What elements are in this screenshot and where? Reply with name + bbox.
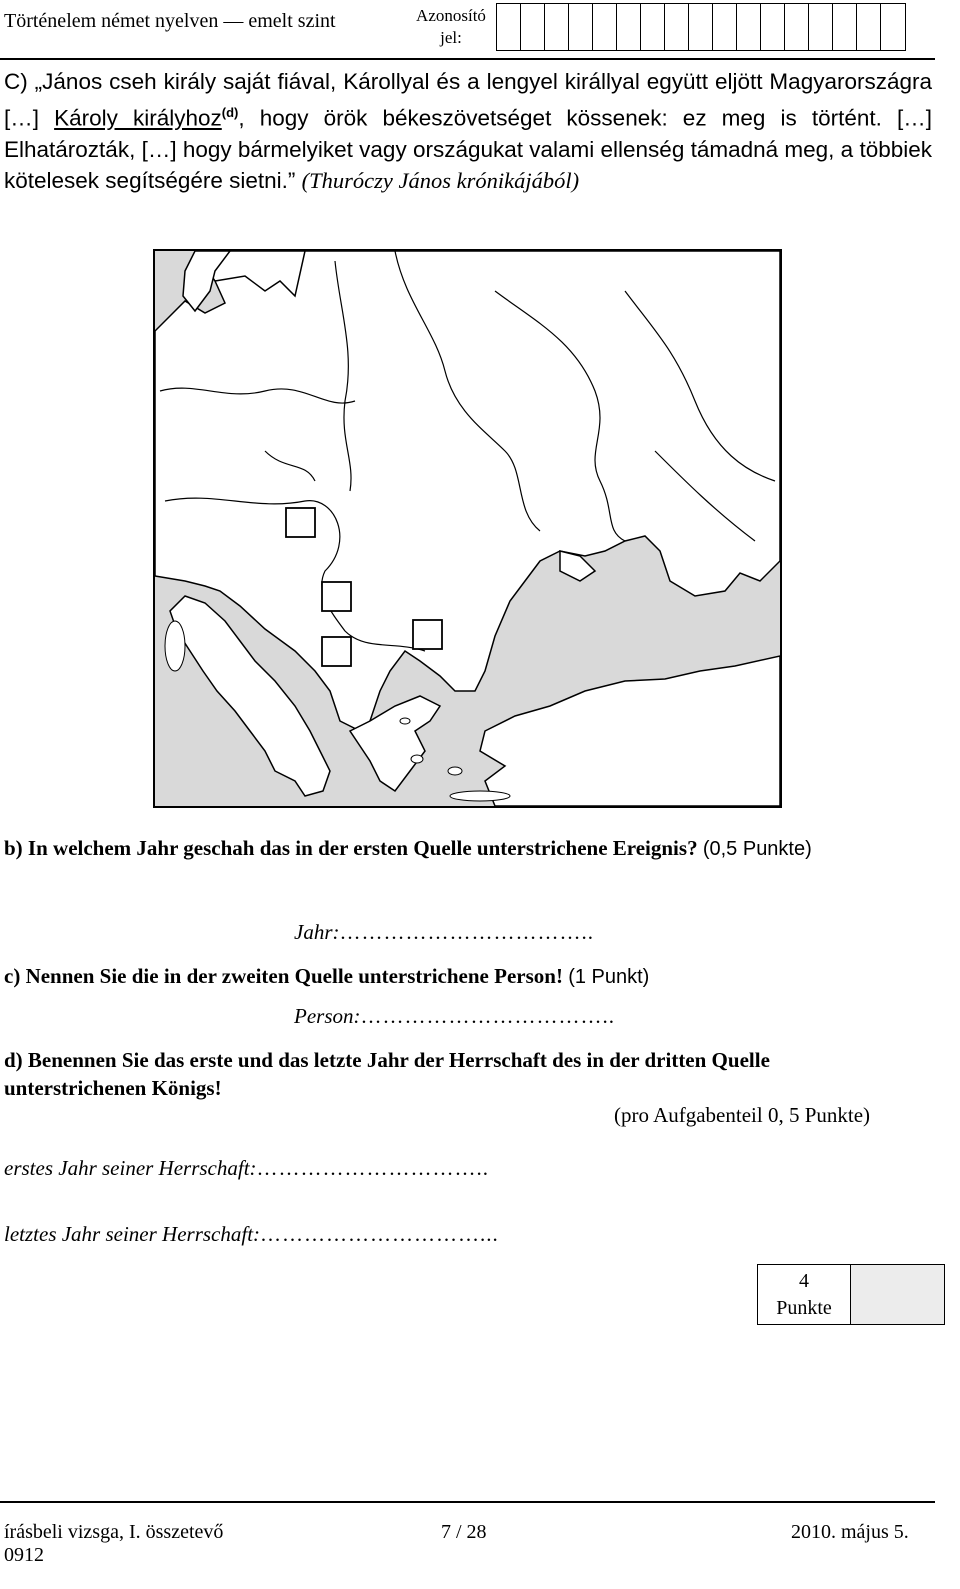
id-cell[interactable] bbox=[737, 4, 761, 50]
id-cell[interactable] bbox=[497, 4, 521, 50]
question-d: d) Benennen Sie das erste und das letzte Jahr der Herrschaft des in der dritten Quelle unterstrichenen Königs! bbox=[4, 1048, 770, 1100]
id-cell[interactable] bbox=[689, 4, 713, 50]
id-cell[interactable] bbox=[545, 4, 569, 50]
map-marker-box[interactable] bbox=[286, 508, 315, 537]
score-box bbox=[757, 1264, 945, 1325]
historical-map-icon bbox=[155, 251, 780, 806]
score-label: 4 Punkte bbox=[758, 1265, 851, 1324]
id-label: Azonosító jel: bbox=[416, 6, 486, 47]
score-entry-field[interactable] bbox=[851, 1265, 944, 1324]
id-cell[interactable] bbox=[857, 4, 881, 50]
id-cell[interactable] bbox=[521, 4, 545, 50]
map-marker-box[interactable] bbox=[322, 582, 351, 611]
header-title: Történelem német nyelven — emelt szint bbox=[4, 10, 336, 32]
historical-map bbox=[153, 249, 782, 808]
id-cell[interactable] bbox=[641, 4, 665, 50]
page-number: 7 / 28 bbox=[441, 1521, 487, 1543]
id-cell[interactable] bbox=[665, 4, 689, 50]
id-cell[interactable] bbox=[785, 4, 809, 50]
id-cell[interactable] bbox=[809, 4, 833, 50]
map-marker-box[interactable] bbox=[322, 637, 351, 666]
id-cell[interactable] bbox=[881, 4, 905, 50]
answer-d-last[interactable]: letztes Jahr seiner Herrschaft:…………………………... bbox=[4, 1222, 499, 1246]
id-cell[interactable] bbox=[593, 4, 617, 50]
question-d-points: (pro Aufgabenteil 0, 5 Punkte) bbox=[614, 1103, 871, 1127]
id-cell[interactable] bbox=[569, 4, 593, 50]
id-cell[interactable] bbox=[761, 4, 785, 50]
id-input-grid[interactable] bbox=[496, 3, 906, 51]
source-c-text: C) „János cseh király saját fiával, Károllyal és a lengyel királlyal együtt eljött Magyarországra […] Károly királyhoz$^{(d)}$, hogy örök békeszövetséget kössenek: ez meg is történt. […] Elhatározták, […] hogy bármelyiket vagy országukat valami ellenség támadná meg, a többiek kötelesek segítségére sietni.” (Thuróczy János krónikájából) bbox=[4, 69, 933, 193]
answer-b[interactable]: Jahr:…………………………….. bbox=[294, 920, 594, 944]
question-c: c) Nennen Sie die in der zweiten Quelle unterstrichene Person! (1 Punkt) bbox=[4, 964, 650, 988]
footer-date: 2010. május 5. bbox=[791, 1521, 909, 1543]
header-divider bbox=[0, 58, 935, 60]
id-cell[interactable] bbox=[713, 4, 737, 50]
map-marker-box[interactable] bbox=[413, 620, 442, 649]
answer-c[interactable]: Person:…………………………….. bbox=[294, 1004, 615, 1028]
underlined-person: Károly királyhoz bbox=[54, 105, 222, 131]
id-cell[interactable] bbox=[617, 4, 641, 50]
source-citation: (Thuróczy János krónikájából) bbox=[301, 167, 580, 193]
question-b: b) In welchem Jahr geschah das in der ersten Quelle unterstrichene Ereignis? (0,5 Punkte) bbox=[4, 836, 812, 860]
footer-left: írásbeli vizsga, I. összetevő 0912 bbox=[4, 1521, 224, 1566]
footer-divider bbox=[0, 1501, 935, 1503]
id-cell[interactable] bbox=[833, 4, 857, 50]
answer-d-first[interactable]: erstes Jahr seiner Herrschaft:………………………….. bbox=[4, 1156, 490, 1180]
